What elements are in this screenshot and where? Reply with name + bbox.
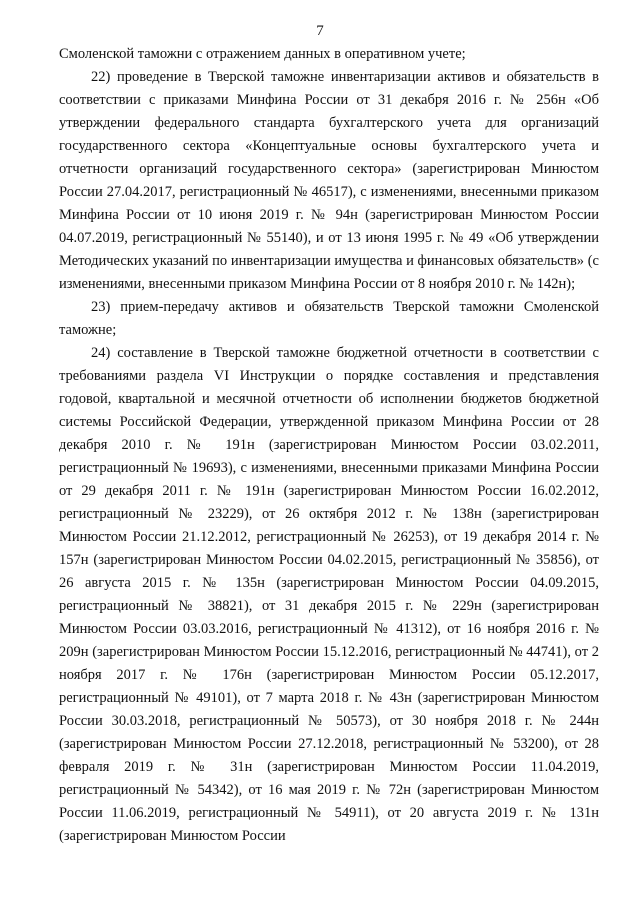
page-number: 7: [316, 23, 324, 39]
paragraph-item-22: 22) проведение в Тверской таможне инвентаризации активов и обязательств в соответствии с приказами Минфина России от 31 декабря 2016 г. № 256н «Об утверждении федерального стандарта бухгалтерского учета для организаций государственного сектора «Концептуальные основы бухгалтерского учета и отчетности организаций государственного сектора» (зарегистрирован Минюстом России 27.04.2017, регистрационный № 46517), с изменениями, внесенными приказом Минфина России от 10 июня 2019 г. № 94н (зарегистрирован Минюстом России 04.07.2019, регистрационный № 55140), и от 13 июня 1995 г. № 49 «Об утверждении Методических указаний по инвентаризации имущества и финансовых обязательств» (с изменениями, внесенными приказом Минфина России от 8 ноября 2010 г. № 142н);: [59, 69, 599, 292]
paragraph-item-23: 23) прием-передачу активов и обязательств Тверской таможни Смоленской таможне;: [59, 299, 599, 338]
paragraph-item-24: 24) составление в Тверской таможне бюджетной отчетности в соответствии с требованиями раздела VI Инструкции о порядке составления и представления годовой, квартальной и месячной отчетности об исполнении бюджетов бюджетной системы Российской Федерации, утвержденной приказом Минфина России от 28 декабря 2010 г. № 191н (зарегистрирован Минюстом России 03.02.2011, регистрационный № 19693), с изменениями, внесенными приказами Минфина России от 29 декабря 2011 г. № 191н (зарегистрирован Минюстом России 16.02.2012, регистрационный № 23229), от 26 октября 2012 г. № 138н (зарегистрирован Минюстом России 21.12.2012, регистрационный № 26253), от 19 декабря 2014 г. № 157н (зарегистрирован Минюстом России 04.02.2015, регистрационный № 35856), от 26 августа 2015 г. № 135н (зарегистрирован Минюстом России 04.09.2015, регистрационный № 38821), от 31 декабря 2015 г. № 229н (зарегистрирован Минюстом России 03.03.2016, регистрационный № 41312), от 16 ноября 2016 г. № 209н (зарегистрирован Минюстом России 15.12.2016, регистрационный № 44741), от 2 ноября 2017 г. № 176н (зарегистрирован Минюстом России 05.12.2017, регистрационный № 49101), от 7 марта 2018 г. № 43н (зарегистрирован Минюстом России 30.03.2018, регистрационный № 50573), от 30 ноября 2018 г. № 244н (зарегистрирован Минюстом России 27.12.2018, регистрационный № 53200), от 28 февраля 2019 г. № 31н (зарегистрирован Минюстом России 11.04.2019, регистрационный № 54342), от 16 мая 2019 г. № 72н (зарегистрирован Минюстом России 11.06.2019, регистрационный № 54911), от 20 августа 2019 г. № 131н (зарегистрирован Минюстом России: [59, 345, 599, 844]
paragraph-continuation: Смоленской таможни с отражением данных в оперативном учете;: [59, 46, 466, 62]
document-body: [59, 43, 599, 848]
